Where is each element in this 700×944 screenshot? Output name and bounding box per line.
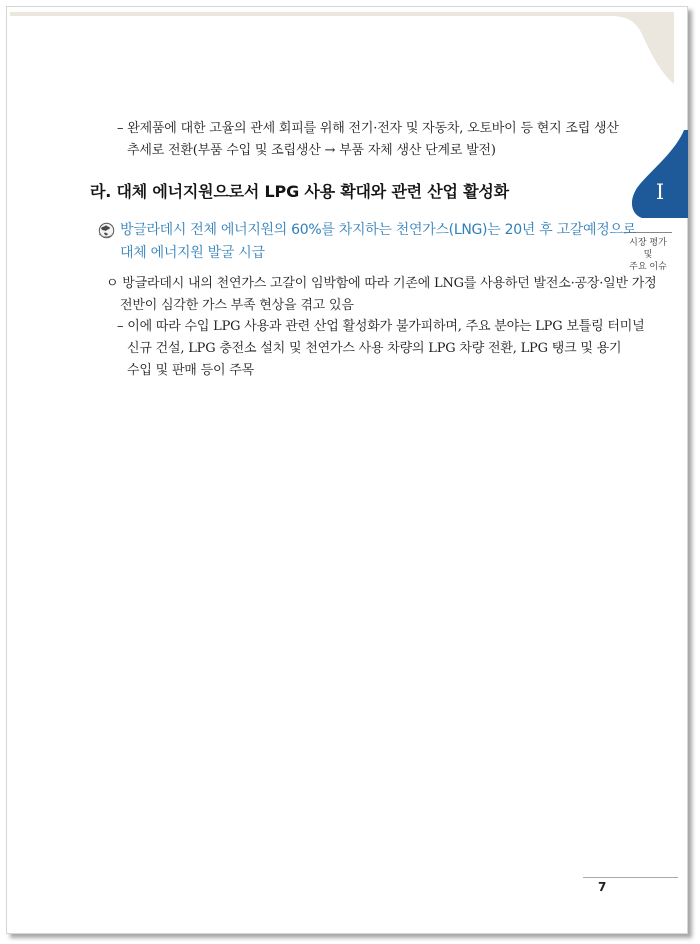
dash-item-line: – 이에 따라 수입 LPG 사용과 관련 산업 활성화가 불가피하며, 주요 분야는 LPG 보틀링 터미널 — [117, 319, 645, 334]
highlight-line: 방글라데시 전체 에너지원의 60%를 차지하는 천연가스(LNG)는 20년 후 고갈예정으로 — [120, 222, 636, 238]
dash-item-line: – 완제품에 대한 고율의 관세 회피를 위해 전기·전자 및 자동차, 오토바이 등 현지 조립 생산 — [117, 121, 619, 136]
bullet-item-line: 전반이 심각한 가스 부족 현상을 겪고 있음 — [120, 298, 354, 313]
tab-label-line: 주요 이슈 — [629, 262, 667, 272]
dash-item-line: 수입 및 판매 등이 주목 — [127, 363, 254, 378]
header-band — [10, 12, 674, 84]
section-heading: 라. 대체 에너지원으로서 LPG 사용 확대와 관련 산업 활성화 — [90, 182, 509, 201]
highlight-paragraph — [98, 219, 636, 265]
tab-label-line: 및 — [643, 250, 653, 260]
dash-item — [117, 118, 619, 162]
section-tab — [618, 130, 688, 230]
bullet-item-line: ㅇ 방글라데시 내의 천연가스 고갈이 임박함에 따라 기존에 LNG를 사용하던 발전소·공장·일반 가정 — [106, 276, 657, 291]
highlight-line: 대체 에너지원 발굴 시급 — [120, 245, 265, 261]
dash-item-line: 신규 건설, LPG 충전소 설치 및 천연가스 사용 차량의 LPG 차량 전환, LPG 탱크 및 용기 — [127, 341, 622, 356]
page-number: 7 — [598, 880, 607, 894]
dash-item-line: 추세로 전환(부품 수입 및 조립생산 → 부품 자체 생산 단계로 발전) — [127, 143, 496, 158]
footer-divider — [583, 877, 678, 878]
bullet-item — [106, 273, 657, 317]
section-numeral: I — [655, 180, 665, 204]
dash-item — [117, 316, 644, 382]
tab-label-line: 시장 평가 — [629, 238, 667, 248]
globe-icon — [98, 222, 115, 239]
